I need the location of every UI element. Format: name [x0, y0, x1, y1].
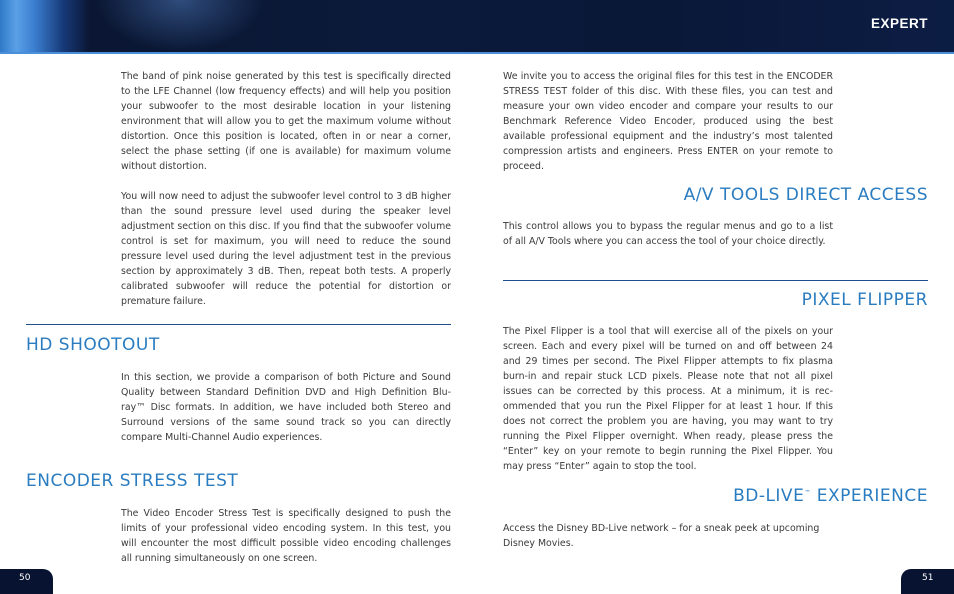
subwoofer-paragraph-1: The band of pink noise generated by this test is specifically directed to the LFE Channel (low frequency effects) and will help you position your subwoofer to the most desirable location in your listening environment that will allow you to get the maximum volume without distortion. Once this position is located, often in or near a corner, select the phase setting (if one is available) for maximum volume without distortion. [121, 71, 451, 172]
encoder-stress-test-heading: ENCODER STRESS TEST [26, 471, 239, 491]
bd-live-heading-part1: BD-LIVE [733, 486, 805, 506]
encoder-stress-test-text: The Video Encoder Stress Test is specifically designed to push the limits of your professional video encoding system. In this test, you will encounter the most difficult possible video encoding challenges all running simultaneously on one screen. [121, 508, 451, 564]
av-tools-heading: A/V TOOLS DIRECT ACCESS [683, 185, 928, 205]
trademark-symbol: ™ [804, 489, 811, 497]
av-tools-text: This control allows you to bypass the regular menus and go to a list of all A/V Tools where you can access the tool of your choice directly. [503, 221, 833, 247]
page-number: 51 [922, 573, 934, 583]
header-divider [0, 52, 954, 54]
bd-live-heading [733, 486, 928, 506]
bd-live-heading-part2: EXPERIENCE [810, 486, 928, 506]
section-divider [503, 280, 928, 281]
page-number: 50 [19, 573, 31, 583]
header-light-graphic [0, 0, 90, 52]
hd-shootout-heading: HD SHOOTOUT [26, 335, 160, 355]
page-number-tab-left [0, 569, 53, 594]
header-light-glow [95, 0, 265, 52]
encoder-files-paragraph: We invite you to access the original files for this test in the ENCODER STRESS TEST folder of this disc. With these files, you can test and measure your own video encoder and compare your results to our Benchmark Reference Video Encoder, produced using the best available professional equipment and the industry’s most talented compression artists and engineers. Press ENTER on your remote to proceed. [503, 71, 833, 172]
hd-shootout-text: In this section, we provide a comparison of both Picture and Sound Quality between Standard Definition DVD and High Definition Blu-ray™ Disc formats. In addition, we have included both Stereo and Surround versions of the same sound track so you can directly compare Multi-Channel Audio experiences. [121, 372, 451, 443]
subwoofer-paragraph-2: You will now need to adjust the subwoofer level control to 3 dB higher than the sound pressure level used during the speaker level adjustment section on this disc. If you find that the subwoofer volume control is set for maximum, you will need to reduce the sound pressure level used during the level adjustment test in the previous section by approximately 3 dB. Then, repeat both tests. A properly calibrated subwoofer will reduce the potential for distortion or premature failure. [121, 191, 451, 307]
pixel-flipper-heading: PIXEL FLIPPER [801, 290, 928, 310]
bd-live-text: Access the Disney BD-Live network – for a sneak peek at upcoming Disney Movies. [503, 523, 820, 549]
page-number-tab-right [901, 569, 954, 594]
pixel-flipper-text: The Pixel Flipper is a tool that will exercise all of the pixels on your screen. Each and every pixel will be turned on and off between 24 and 29 times per second. The Pixel Flipper attempts to fix plasma burn-in and repair stuck LCD pixels. Please note that not all pixel issues can be corrected by this process. At a minimum, it is rec-ommended that you run the Pixel Flipper for at least 1 hour. If this does not correct the problem you are having, you may want to try running the Pixel Flipper overnight. When ready, please press the “Enter” key on your remote to begin running the Pixel Flipper. You may press “Enter” again to stop the tool. [503, 326, 833, 472]
section-title: EXPERT [870, 16, 928, 31]
section-divider [26, 324, 451, 325]
page-header [0, 0, 954, 52]
